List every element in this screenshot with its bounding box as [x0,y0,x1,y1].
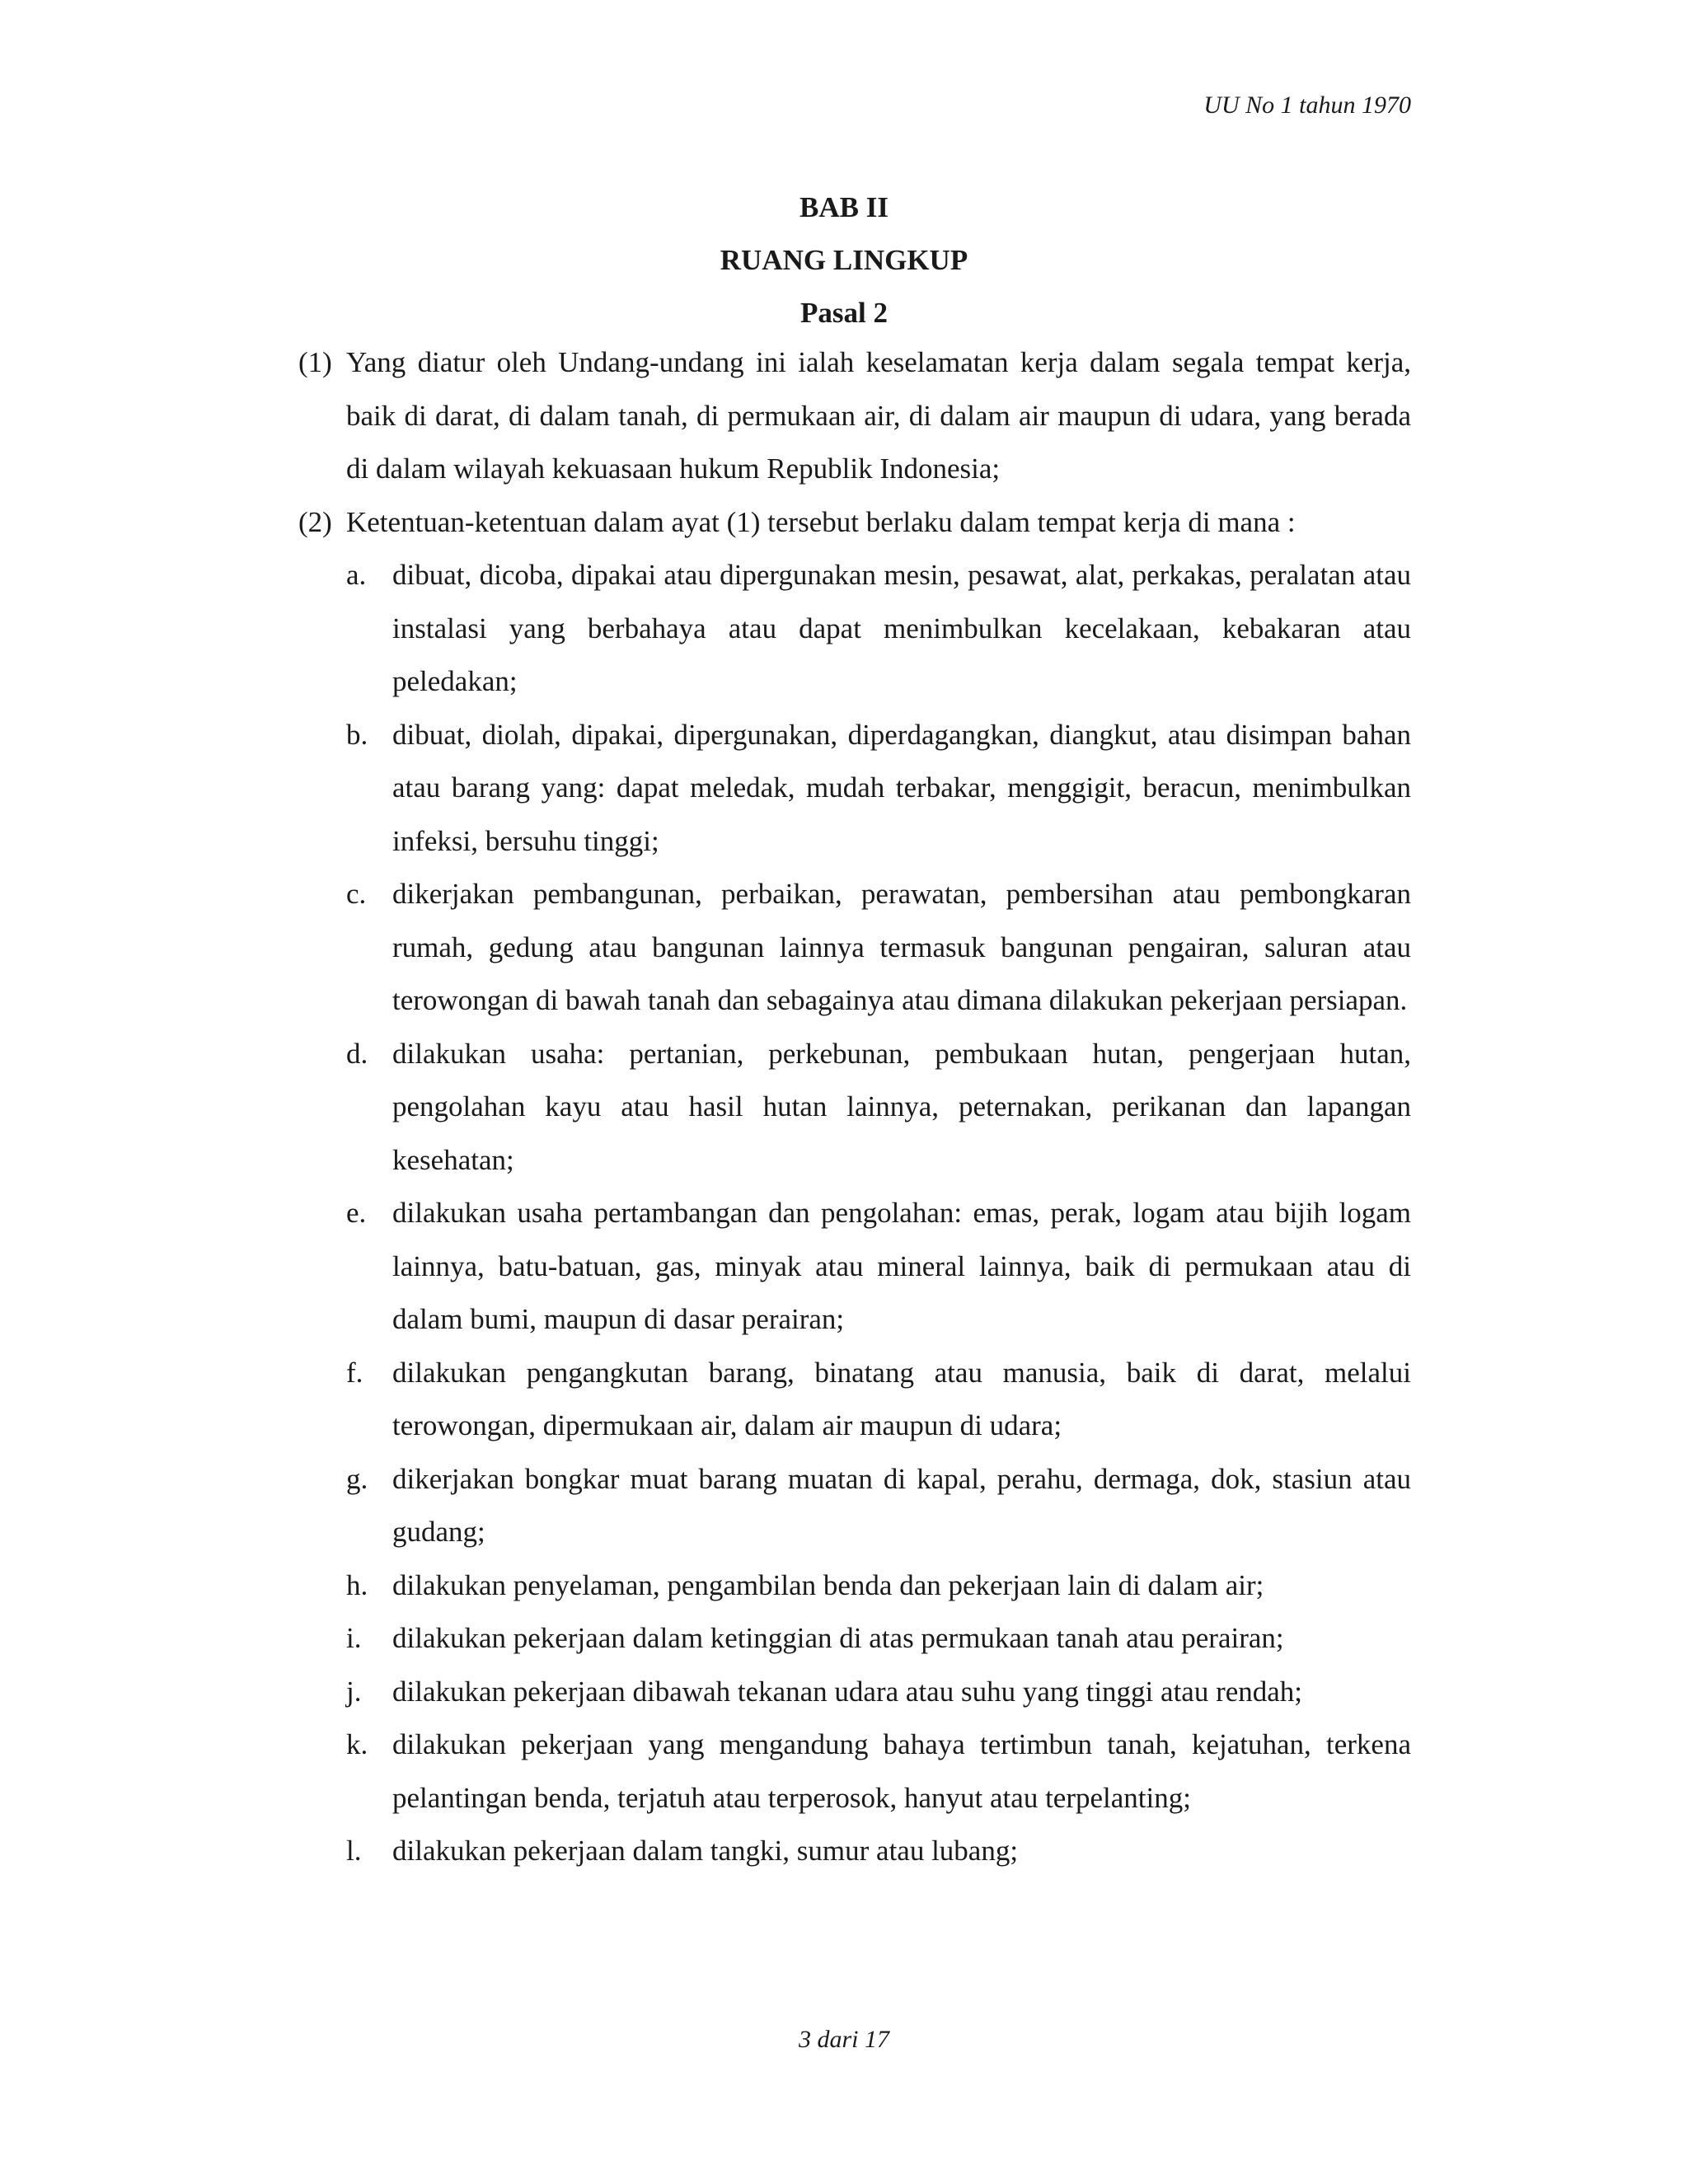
item-letter: j. [346,1675,362,1708]
item-text: dilakukan pekerjaan yang mengandung bahaya tertimbun tanah, kejatuhan, terkena pelantingan benda, terjatuh atau terperosok, hanyut atau terpelanting; [392,1728,1411,1814]
list-item-f [346,1347,1411,1453]
item-letter: c. [346,878,367,910]
list-item-h [346,1559,1411,1613]
ayat-number: (1) [298,346,332,378]
item-letter: g. [346,1462,368,1495]
ayat-number: (2) [298,505,332,538]
item-text: dibuat, diolah, dipakai, dipergunakan, diperdagangkan, diangkut, atau disimpan bahan atau barang yang: dapat meledak, mudah terbakar, menggigit, beracun, menimbulkan infeksi, bersuhu tinggi; [392,718,1411,857]
list-item-g [346,1453,1411,1559]
ayat-1 [298,336,1411,496]
item-text: dibuat, dicoba, dipakai atau dipergunakan mesin, pesawat, alat, perkakas, peralatan atau instalasi yang berbahaya atau dapat menimbulkan kecelakaan, kebakaran atau peledakan; [392,559,1411,697]
chapter-title: RUANG LINGKUP [720,244,968,276]
item-text: dilakukan pekerjaan dalam tangki, sumur atau lubang; [392,1835,1019,1867]
item-text: dilakukan usaha: pertanian, perkebunan, pembukaan hutan, pengerjaan hutan, pengolahan kayu atau hasil hutan lainnya, peternakan, perikanan dan lapangan kesehatan; [392,1037,1411,1176]
item-text: dilakukan usaha pertambangan dan pengolahan: emas, perak, logam atau bijih logam lainnya, batu-batuan, gas, minyak atau mineral lainnya, baik di permukaan atau di dalam bumi, maupun di dasar perairan; [392,1197,1411,1335]
item-text: dikerjakan bongkar muat barang muatan di kapal, perahu, dermaga, dok, stasiun atau gudang; [392,1462,1411,1548]
list-item-d [346,1028,1411,1188]
item-letter: e. [346,1197,367,1229]
item-text: dilakukan pengangkutan barang, binatang atau manusia, baik di darat, melalui terowongan, dipermukaan air, dalam air maupun di udara; [392,1356,1411,1441]
ayat-2 [298,496,1411,550]
item-letter: f. [346,1356,363,1389]
list-item-k [346,1718,1411,1825]
item-letter: k. [346,1728,368,1760]
list-item-a [346,549,1411,709]
item-letter: a. [346,559,367,591]
page-number: 3 dari 17 [798,2026,889,2053]
item-list [346,549,1411,1878]
list-item-i [346,1612,1411,1666]
list-item-b [346,709,1411,869]
list-item-e [346,1187,1411,1347]
running-header: UU No 1 tahun 1970 [1203,91,1411,119]
section-headings [0,181,1688,340]
article-heading: Pasal 2 [800,297,888,329]
item-letter: i. [346,1622,362,1654]
item-text: dilakukan penyelaman, pengambilan benda dan pekerjaan lain di dalam air; [392,1568,1264,1601]
item-letter: b. [346,718,368,751]
item-letter: l. [346,1835,362,1867]
item-letter: d. [346,1037,368,1070]
list-item-j [346,1666,1411,1719]
list-item-c [346,868,1411,1028]
list-item-l [346,1825,1411,1878]
ayat-text: Yang diatur oleh Undang-undang ini ialah keselamatan kerja dalam segala tempat kerja, baik di darat, di dalam tanah, di permukaan air, di dalam air maupun di udara, yang berada di dalam wilayah kekuasaan hukum Republik Indonesia; [346,346,1411,485]
item-text: dikerjakan pembangunan, perbaikan, perawatan, pembersihan atau pembongkaran rumah, gedung atau bangunan lainnya termasuk bangunan pengairan, saluran atau terowongan di bawah tanah dan sebagainya atau dimana dilakukan pekerjaan persiapan. [392,878,1411,1016]
chapter-heading: BAB II [799,191,889,223]
article-body [298,336,1411,1878]
ayat-text: Ketentuan-ketentuan dalam ayat (1) tersebut berlaku dalam tempat kerja di mana : [346,505,1296,538]
item-letter: h. [346,1568,368,1601]
item-text: dilakukan pekerjaan dalam ketinggian di atas permukaan tanah atau perairan; [392,1622,1284,1654]
item-text: dilakukan pekerjaan dibawah tekanan udara atau suhu yang tinggi atau rendah; [392,1675,1303,1708]
